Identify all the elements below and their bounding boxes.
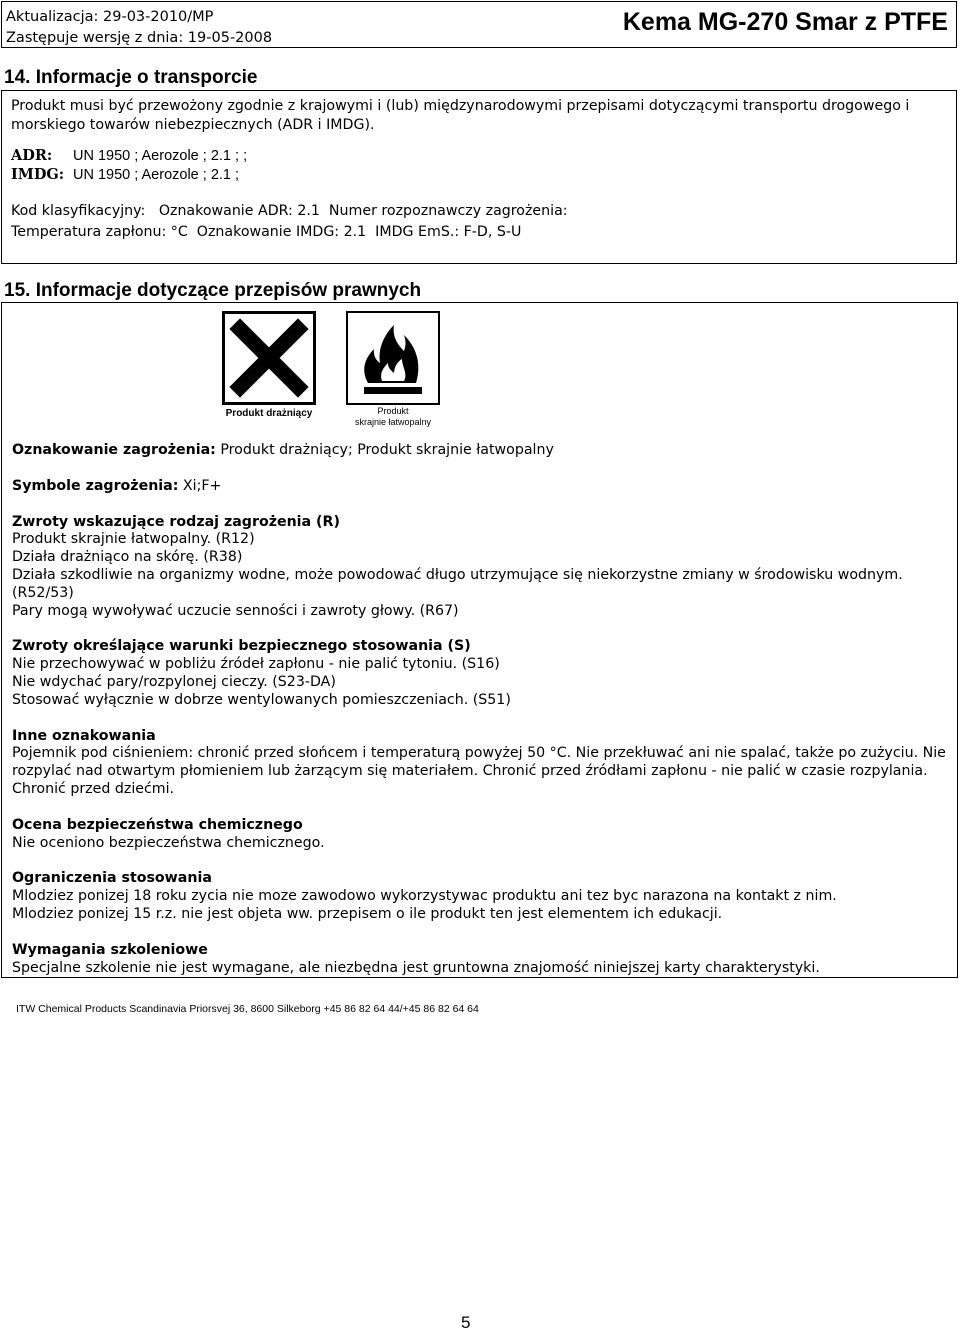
r-phrase: Produkt skrajnie łatwopalny. (R12) <box>12 531 255 548</box>
other-labelling-text: Pojemnik pod ciśnieniem: chronić przed słońcem i temperaturą powyżej 50 °C. Nie przekłuwać ani nie spalać, także po zużyciu. Nie rozpylać nad otwartym płomieniem lub żarzącym się materiałem. Chronić przed źródłami zapłonu - nie palić w czasie rozpylania. Chronić przed dziećmi. <box>12 745 946 797</box>
header-meta <box>6 7 272 49</box>
chemical-safety-heading: Ocena bezpieczeństwa chemicznego <box>12 816 303 833</box>
restriction-line: Mlodziez ponizej 15 r.z. nie jest objeta ww. przepisem o ile produkt ten jest elementem ich edukacji. <box>12 905 723 922</box>
product-title: Kema MG-270 Smar z PTFE <box>622 8 948 36</box>
pictogram-flammable-caption-2: skrajnie łatwopalny <box>354 417 432 427</box>
restrictions-heading: Ograniczenia stosowania <box>12 870 212 887</box>
harmful-x-icon <box>222 311 316 405</box>
pictogram-irritant <box>221 311 317 419</box>
section-15-box <box>1 302 958 978</box>
chemical-safety-text: Nie oceniono bezpieczeństwa chemicznego. <box>12 834 325 851</box>
update-date: Aktualizacja: 29-03-2010/MP <box>6 9 214 25</box>
s-phrase: Nie przechowywać w pobliżu źródeł zapłonu - nie palić tytoniu. (S16) <box>12 656 500 673</box>
training-heading: Wymagania szkoleniowe <box>12 941 208 958</box>
pictogram-irritant-caption: Produkt drażniący <box>225 408 313 419</box>
imdg-line <box>11 165 239 185</box>
s-phrase: Stosować wyłącznie w dobrze wentylowanych pomieszczeniach. (S51) <box>12 691 511 708</box>
r-phrase: Działa szkodliwie na organizmy wodne, może powodować długo utrzymujące się niekorzystne zmiany w środowisku wodnym. <box>12 566 903 583</box>
r-phrase: Działa drażniąco na skórę. (R38) <box>12 549 243 566</box>
r-phrases-heading: Zwroty wskazujące rodzaj zagrożenia (R) <box>12 513 340 530</box>
s-phrase: Nie wdychać pary/rozpylonej cieczy. (S23-DA) <box>12 673 336 690</box>
imdg-label: IMDG: <box>11 166 65 183</box>
company-footer: ITW Chemical Products Scandinavia Priorsvej 36, 8600 Silkeborg +45 86 82 64 44/+45 86 82 64 64 <box>16 1003 479 1015</box>
hazard-label: Oznakowanie zagrożenia: <box>12 442 216 458</box>
transport-intro: Produkt musi być przewożony zgodnie z krajowymi i (lub) międzynarodowymi przepisami dotyczącymi transportu drogowego i morskiego towarów niebezpiecznych (ADR i IMDG). <box>11 98 910 133</box>
hazard-labelling <box>12 442 948 460</box>
pictogram-flammable <box>345 311 441 427</box>
regulatory-content <box>12 442 948 977</box>
adr-line <box>11 146 247 166</box>
hazard-symbols <box>12 478 948 496</box>
other-labelling-heading: Inne oznakowania <box>12 727 156 744</box>
hazard-value: Produkt drażniący; Produkt skrajnie łatwopalny <box>220 442 554 458</box>
replaces-version: Zastępuje wersję z dnia: 19-05-2008 <box>6 30 273 46</box>
adr-label: ADR: <box>11 147 53 164</box>
adr-value: UN 1950 ; Aerozole ; 2.1 ; ; <box>73 148 248 164</box>
section-15-heading: 15. Informacje dotyczące przepisów prawnych <box>4 280 422 301</box>
restriction-line: Mlodziez ponizej 18 roku zycia nie moze zawodowo wykorzystywac produktu ani tez byc narazona na kontakt z nim. <box>12 888 837 905</box>
r-phrase: Pary mogą wywoływać uczucie senności i zawroty głowy. (R67) <box>12 602 459 619</box>
symbols-label: Symbole zagrożenia: <box>12 477 179 494</box>
r-phrase: (R52/53) <box>12 584 74 601</box>
flame-icon <box>346 311 440 405</box>
document-header <box>1 1 957 48</box>
imdg-value: UN 1950 ; Aerozole ; 2.1 ; <box>73 167 240 183</box>
pictogram-flammable-caption-1: Produkt <box>377 406 409 416</box>
section-14-heading: 14. Informacje o transporcie <box>4 67 258 88</box>
s-phrases-heading: Zwroty określające warunki bezpiecznego stosowania (S) <box>12 638 471 655</box>
classification-line: Kod klasyfikacyjny: Oznakowanie ADR: 2.1 Numer rozpoznawczy zagrożenia: <box>11 203 568 219</box>
training-text: Specjalne szkolenie nie jest wymagane, ale niezbędna jest gruntowna znajomość niniejszej karty charakterystyki. <box>12 959 820 976</box>
flash-point-line: Temperatura zapłonu: °C Oznakowanie IMDG: 2.1 IMDG EmS.: F-D, S-U <box>11 224 522 240</box>
symbols-value: Xi;F+ <box>182 477 222 494</box>
section-14-box <box>1 90 957 264</box>
page-number: 5 <box>461 1313 471 1332</box>
